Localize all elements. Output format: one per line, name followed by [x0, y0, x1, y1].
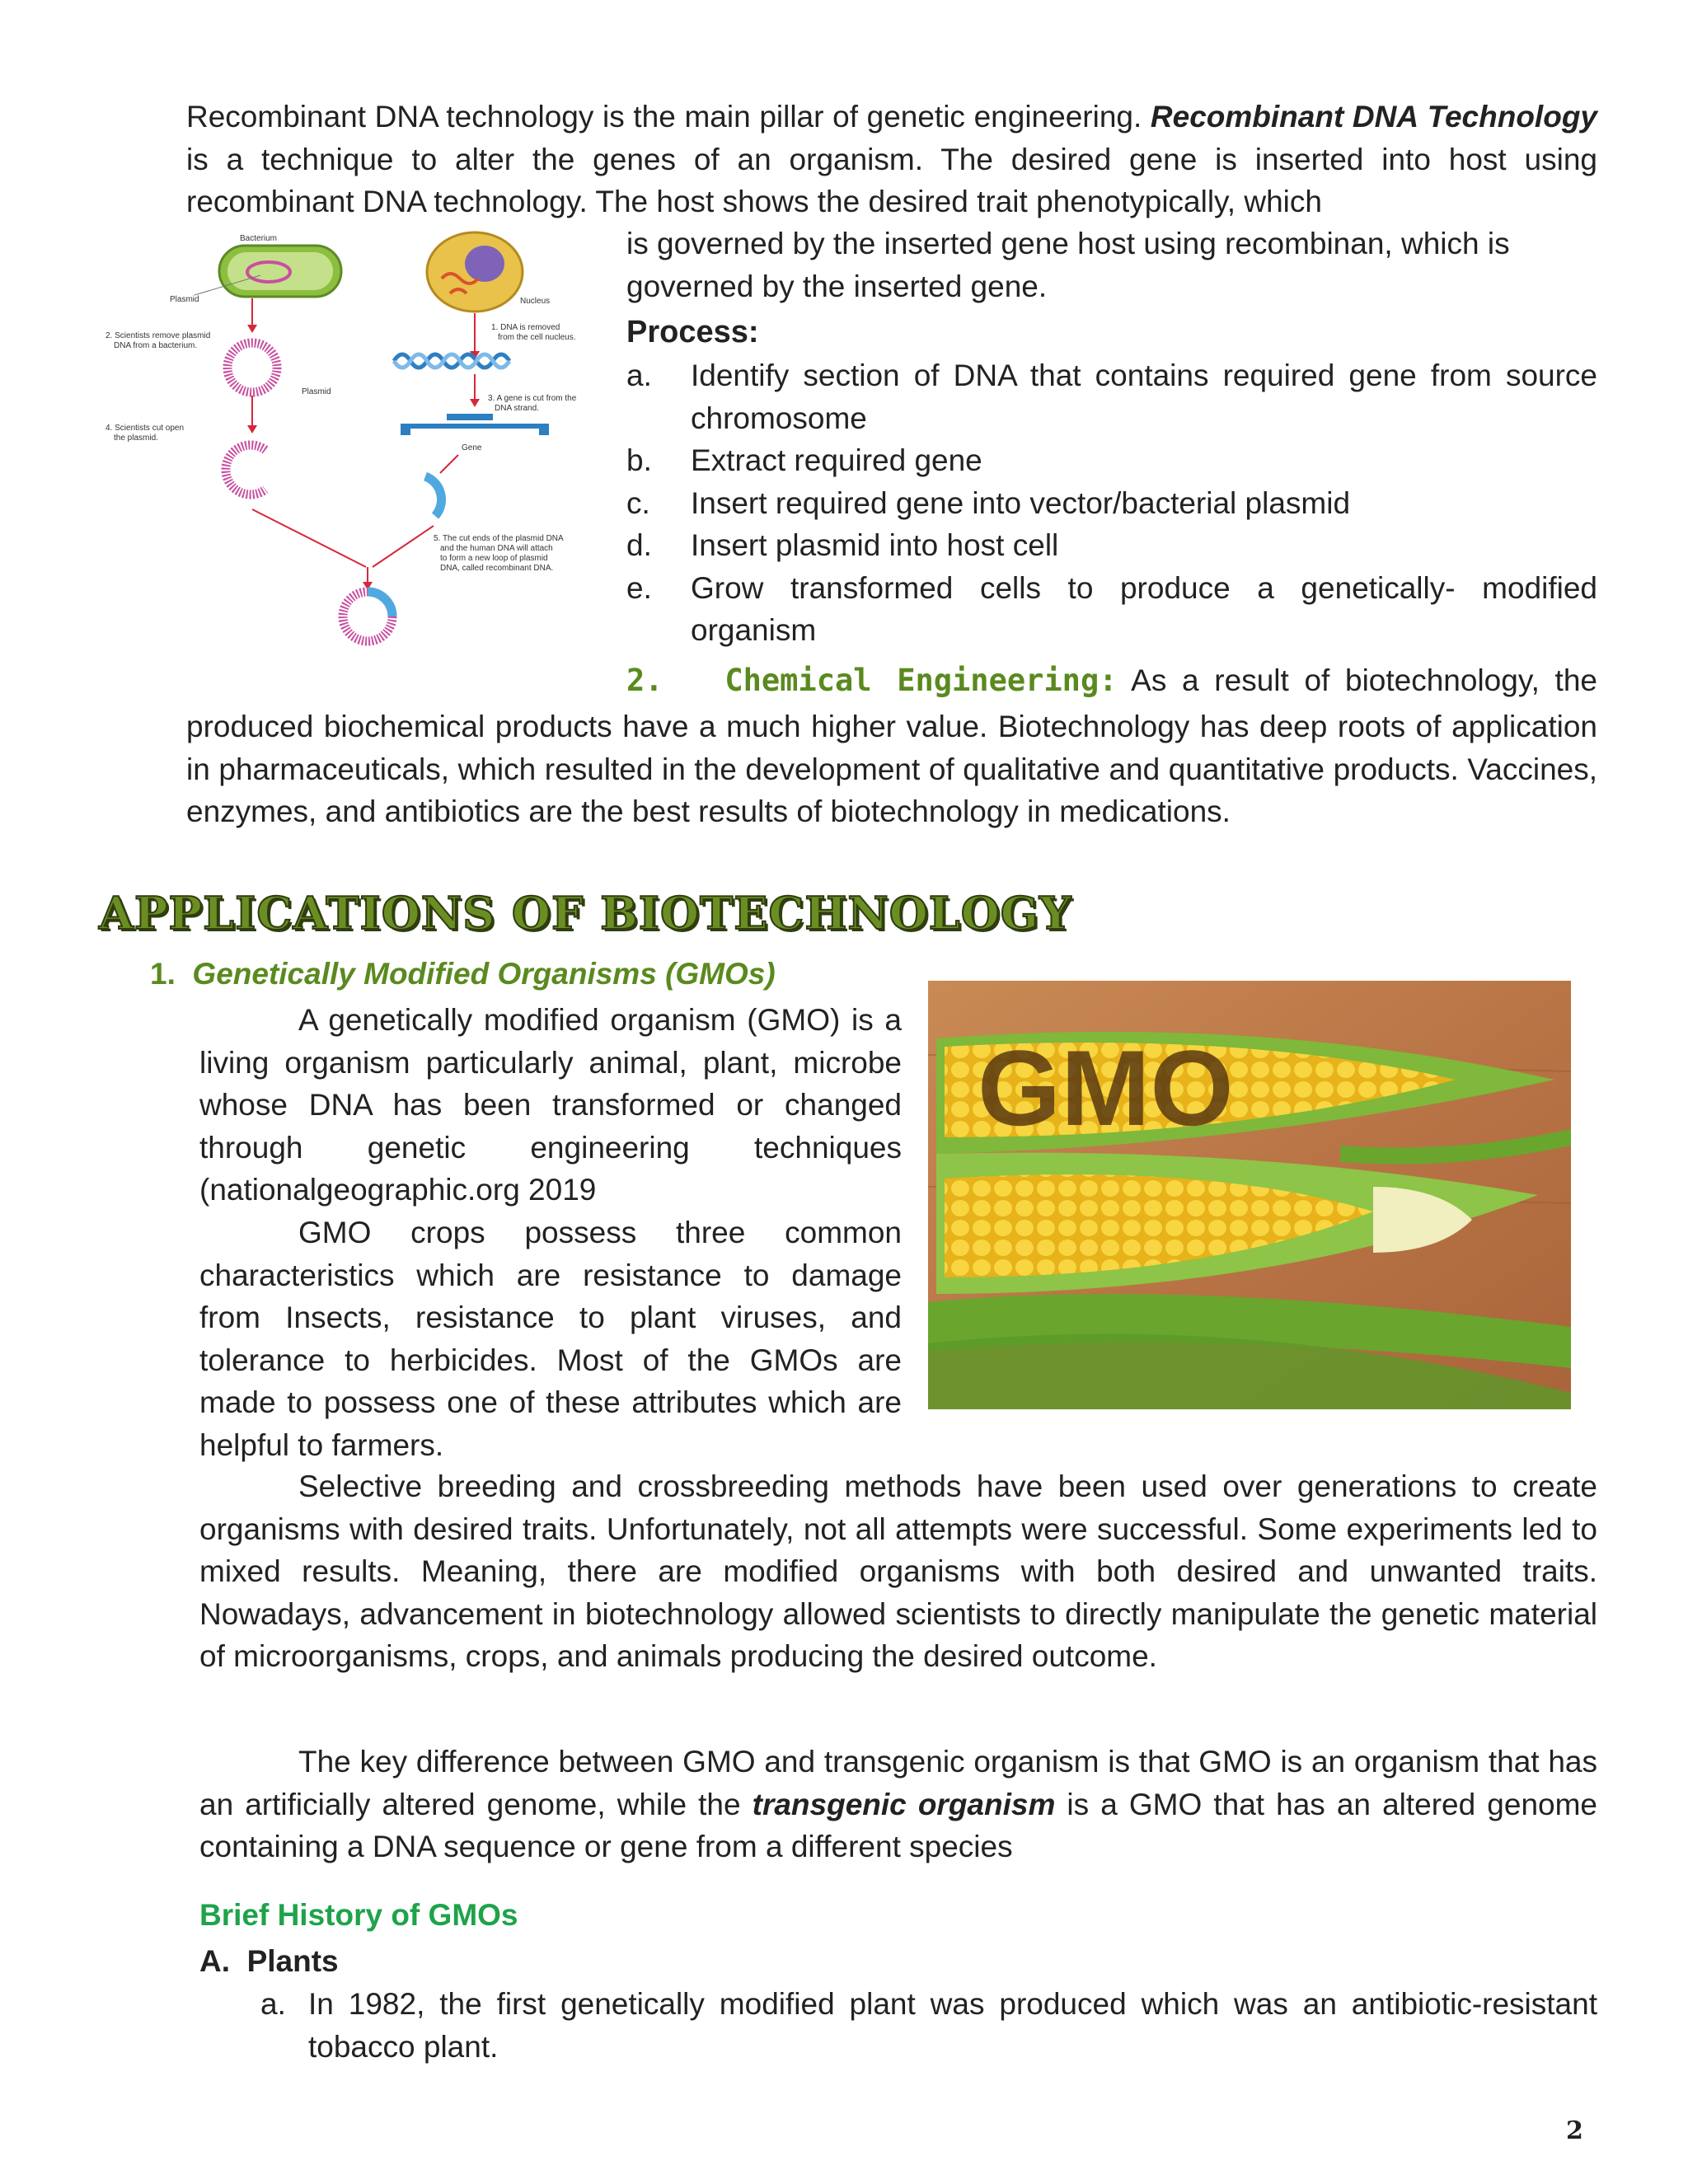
list-item	[626, 524, 1597, 567]
recombinant-dna-diagram	[104, 229, 602, 658]
list-item	[626, 482, 1597, 525]
bacterium-label: Bacterium	[240, 234, 278, 243]
gmo-para-4	[199, 1741, 1597, 1868]
gmo-para-2: GMO crops possess three common characteristics which are resistance to damage from Insects, resistance to plant viruses, and tolerance to herbicides. Most of the GMOs are made to possess one of these attributes which are helpful to farmers.	[199, 1216, 902, 1462]
step5-line3: to form a new loop of plasmid	[440, 554, 548, 563]
cell-illustration	[427, 232, 523, 312]
plasmid-ring	[227, 343, 277, 392]
chemical-title: Chemical Engineering:	[724, 663, 1118, 698]
step1-line2: from the cell nucleus.	[498, 333, 576, 342]
list-text: Identify section of DNA that contains required gene from source chromosome	[691, 359, 1597, 435]
list-item	[626, 567, 1597, 652]
process-heading: Process:	[626, 315, 759, 349]
process-list	[626, 354, 1597, 652]
chemical-first-line	[626, 659, 1597, 702]
step3-line1: 3. A gene is cut from the	[488, 394, 577, 403]
list-marker: b.	[626, 443, 652, 477]
history-subheading	[199, 1940, 339, 1983]
chemical-number: 2.	[626, 663, 663, 698]
gmo-para-3: Selective breeding and crossbreeding methods have been used over generations to create organisms with desired traits. Unfortunately, not all attempts were successful. Some experiments led to mixed results. Meaning, there are modified organisms with both desired and unwanted traits. Nowadays, advancement in biotechnology allowed scientists to directly manipulate the genetic material of microorganisms, crops, and animals producing the desired outcome.	[199, 1469, 1597, 1673]
chemical-body: produced biochemical products have a much higher value. Biotechnology has deep roots of application in pharmaceuticals, which resulted in the development of qualitative and quantitative products. Vaccines, enzymes, and antibiotics are the best results of biotechnology in medications.	[186, 710, 1597, 828]
step4-line1: 4. Scientists cut open	[106, 424, 185, 433]
cut-plasmid	[226, 445, 265, 494]
section-title: APPLICATIONS OF BIOTECHNOLOGY	[99, 887, 1072, 940]
para4-bold: transgenic organism	[752, 1787, 1056, 1821]
intro-text: Recombinant DNA technology is the main pillar of genetic engineering.	[186, 100, 1142, 134]
list-marker: d.	[626, 528, 652, 562]
list-text: Insert required gene into vector/bacterial plasmid	[691, 485, 1351, 520]
gmo-para-1: A genetically modified organism (GMO) is a living organism particularly animal, plant, microbe whose DNA has been transformed or changed through genetic engineering techniques (nationalgeographic.org 2019	[199, 1003, 902, 1207]
gene-piece	[425, 476, 442, 516]
gmo-title: Genetically Modified Organisms (GMOs)	[192, 957, 776, 991]
list-marker: c.	[626, 485, 650, 520]
para4-text-a: The key difference between GMO and transgenic organism is that GMO is an organism that has an artificially altered genome, while the	[199, 1745, 1597, 1821]
step5-line1: 5. The cut ends of the plasmid DNA	[434, 534, 564, 543]
gmo-corn-photo	[928, 981, 1571, 1409]
list-text: Grow transformed cells to produce a genetically- modified organism	[691, 570, 1597, 647]
list-marker: a.	[260, 1987, 286, 2021]
history-list	[260, 1983, 1597, 2068]
list-text: Insert plasmid into host cell	[691, 528, 1059, 562]
intro-bold-term: Recombinant DNA	[1150, 100, 1419, 134]
nucleus-label: Nucleus	[520, 297, 551, 306]
para4-text-b: is a GMO that has an altered genome containing a DNA sequence or gene from a different species	[199, 1787, 1598, 1863]
gene-label: Gene	[462, 443, 482, 452]
gene-strand	[401, 414, 549, 435]
intro-bold-term-2: Technology	[1427, 100, 1597, 134]
plasmid-top-label: Plasmid	[170, 295, 199, 304]
corn-gmo-text: GMO	[978, 1028, 1234, 1148]
list-marker: e.	[626, 570, 652, 605]
intro-paragraph	[186, 96, 1597, 223]
list-text: Extract required gene	[691, 443, 982, 477]
list-item	[260, 1983, 1597, 2068]
list-marker: a.	[626, 359, 652, 392]
step2-line2: DNA from a bacterium.	[114, 341, 198, 350]
step1-line1: 1. DNA is removed	[491, 323, 560, 332]
dna-helix	[394, 354, 509, 368]
bacterium-illustration	[219, 246, 341, 297]
step2-line1: 2. Scientists remove plasmid	[106, 331, 211, 340]
list-item	[626, 439, 1597, 482]
page-number: 2	[1566, 2116, 1583, 2145]
step5-line2: and the human DNA will attach	[440, 544, 553, 553]
history-heading: Brief History of GMOs	[199, 1898, 518, 1932]
list-item	[626, 354, 1597, 439]
history-sub-marker: A.	[199, 1944, 230, 1978]
plasmid-mid-label: Plasmid	[302, 387, 331, 396]
step5-line4: DNA, called recombinant DNA.	[440, 564, 554, 573]
list-text: In 1982, the first genetically modified plant was produced which was an antibiotic-resistant tobacco plant.	[308, 1987, 1597, 2064]
gmo-number: 1.	[150, 957, 176, 991]
chemical-first-line-rest: As a result of biotechnology, the	[1131, 663, 1597, 697]
step3-line2: DNA strand.	[495, 404, 539, 413]
step4-line2: the plasmid.	[114, 434, 158, 443]
intro-wrap-text: is governed by the inserted gene host using recombinan, which is governed by the inserted gene.	[626, 227, 1510, 303]
gmo-heading	[150, 953, 776, 996]
history-sub-title: Plants	[246, 1944, 339, 1978]
intro-text-2: is a technique to alter the genes of an organism. The desired gene is inserted into host using recombinant DNA technology. The host shows the desired trait phenotypically, which	[186, 142, 1597, 218]
